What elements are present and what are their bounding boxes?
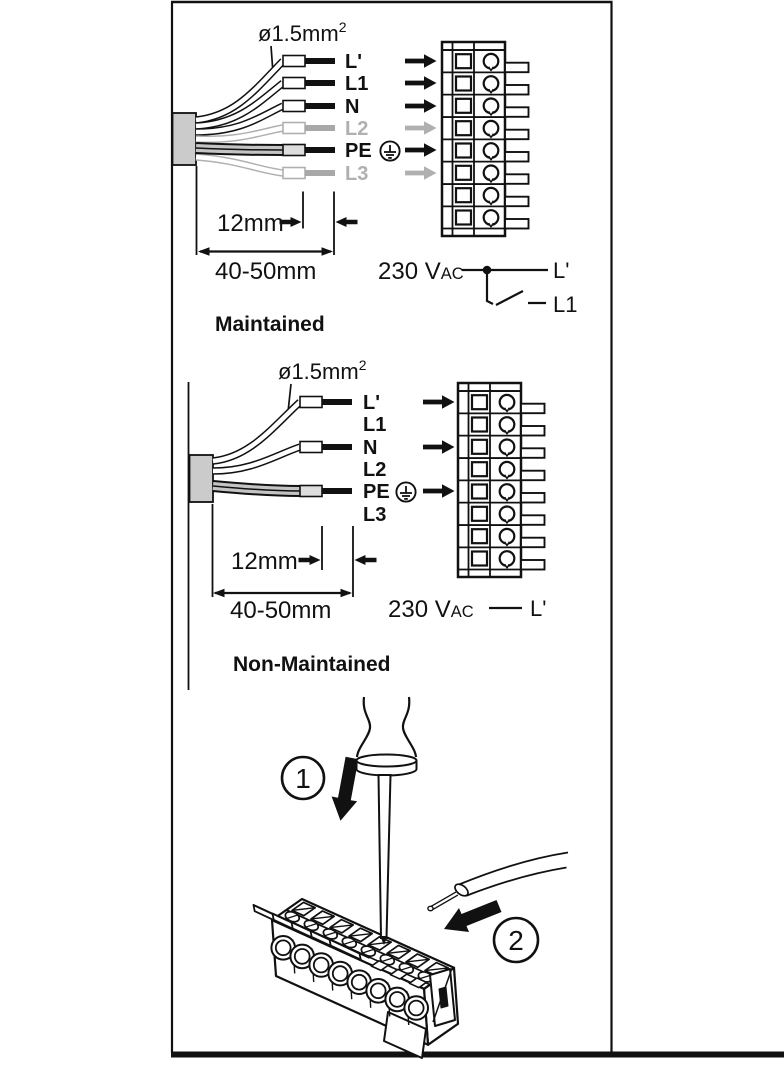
switch-blade: [496, 291, 523, 305]
jacket-strip-length-label: 40-50mm: [230, 597, 332, 624]
step-number: 1: [295, 763, 311, 794]
earth-icon: [380, 141, 399, 160]
section-title: Maintained: [215, 313, 325, 336]
step-number: 2: [508, 925, 524, 956]
wire-label: N: [345, 96, 360, 118]
supply-voltage: 230 VAC: [388, 596, 474, 623]
wire-label: L2: [363, 459, 387, 481]
supply-voltage: 230 VAC: [378, 258, 464, 285]
maintained-section: [173, 19, 578, 336]
press-down-arrow-icon: [332, 757, 359, 821]
wire-label: L3: [345, 163, 369, 185]
wire-labels: [345, 51, 400, 185]
insert-arrow-icon: [444, 900, 502, 932]
strip-length-label: 12mm: [231, 548, 298, 575]
wire-label: L': [345, 51, 362, 73]
wire-gauge-label: $ø1.5mm^2$: [258, 19, 347, 46]
section-title: Non-Maintained: [233, 653, 391, 676]
supply-circuit-switched: [378, 258, 577, 317]
dimension-lines: [213, 504, 377, 624]
screwdriver-shaft: [379, 775, 391, 945]
wire-label: L1: [363, 414, 387, 436]
wire-being-inserted: [428, 853, 568, 911]
cable-sheath: [190, 455, 214, 502]
wire-label: L2: [345, 118, 369, 140]
terminal-arrows: [423, 395, 455, 498]
wire-gauge-label: $ø1.5mm^2$: [278, 357, 367, 384]
wire-label: L3: [363, 504, 387, 526]
wire-labels: [363, 392, 416, 526]
screwdriver: [357, 697, 417, 776]
wire-label: L1: [345, 73, 369, 95]
supply-circuit-unswitched: [388, 596, 546, 623]
wire-label: PE: [345, 140, 372, 162]
supply-line2: L1: [553, 292, 578, 317]
supply-line1: L': [553, 258, 570, 283]
non-maintained-section: [189, 357, 547, 690]
cable-sheath: [173, 113, 197, 165]
cable-wires: [213, 397, 352, 497]
wire-label: L': [363, 392, 380, 414]
cable-wires: [196, 56, 335, 179]
earth-icon: [396, 482, 415, 501]
wire-label: N: [363, 437, 378, 459]
jacket-strip-length-label: 40-50mm: [215, 258, 317, 285]
bottom-rule: [171, 1052, 784, 1058]
supply-line1: L': [530, 596, 547, 621]
plug-connector: [254, 899, 459, 1058]
terminal-arrows: [405, 54, 437, 180]
strip-length-label: 12mm: [217, 210, 284, 237]
step-1-badge: [282, 757, 324, 799]
installation-steps: [254, 697, 569, 1058]
wire-label: PE: [363, 481, 390, 503]
step-2-badge: [494, 918, 538, 962]
dimension-lines: [197, 166, 358, 285]
